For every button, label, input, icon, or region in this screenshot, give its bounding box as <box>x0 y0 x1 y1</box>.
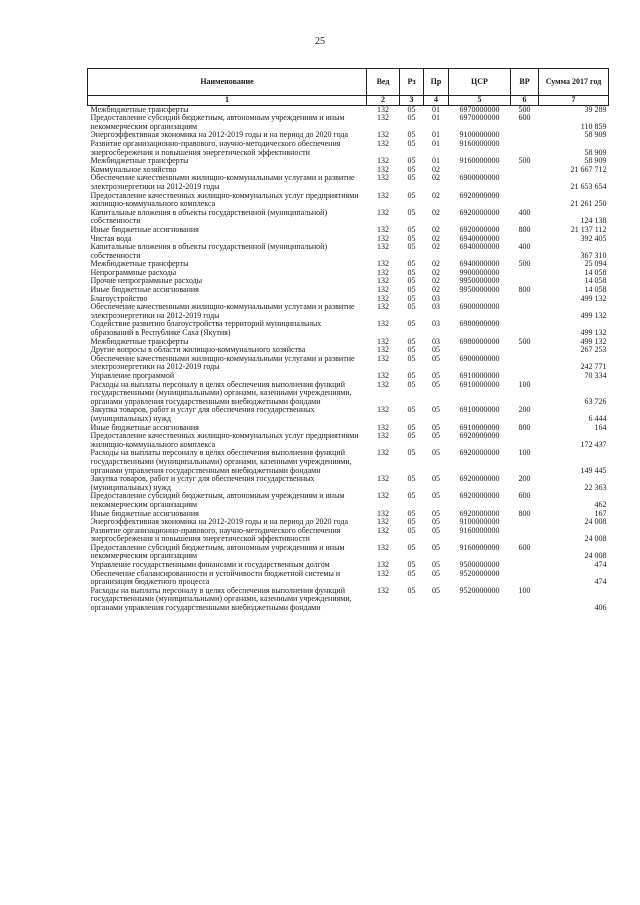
row-vr <box>511 355 539 372</box>
row-rz: 05 <box>407 508 416 518</box>
row-pr: 02 <box>432 190 440 200</box>
row-pr: 05 <box>432 517 440 527</box>
row-rz: 05 <box>407 130 416 140</box>
row-csr: 6920000000 <box>459 207 500 217</box>
row-csr: 6920000000 <box>459 474 500 484</box>
row-rz: 05 <box>407 190 416 200</box>
column-number: 3 <box>400 96 424 106</box>
row-rz: 05 <box>407 560 416 570</box>
row-sum: 124 138 <box>580 216 607 226</box>
row-rz: 05 <box>407 164 416 174</box>
row-ved: 132 <box>377 267 389 277</box>
row-rz: 05 <box>407 422 416 432</box>
row-sum: 6 444 <box>588 413 607 423</box>
row-pr: 02 <box>432 285 440 295</box>
row-ved: 132 <box>377 173 389 183</box>
row-ved: 132 <box>377 113 389 123</box>
row-vr <box>511 346 539 355</box>
table-row <box>88 527 609 544</box>
row-sum: 24 008 <box>584 551 607 561</box>
row-vr: 400 <box>518 242 531 252</box>
row-ved: 132 <box>377 259 389 269</box>
row-pr: 01 <box>432 130 440 140</box>
row-name: Благоустройство <box>90 293 148 303</box>
row-rz: 05 <box>407 233 416 243</box>
table-row <box>88 192 609 209</box>
row-rz: 05 <box>407 568 416 578</box>
column-number: 6 <box>511 96 539 106</box>
row-ved: 132 <box>377 431 389 441</box>
row-vr: 800 <box>518 422 531 432</box>
row-ved: 132 <box>377 525 389 535</box>
row-csr: 9160000000 <box>459 138 500 148</box>
row-vr <box>511 518 539 527</box>
row-pr: 01 <box>432 138 440 148</box>
row-vr: 800 <box>518 224 531 234</box>
row-vr <box>511 432 539 449</box>
table-row <box>88 209 609 226</box>
row-vr: 100 <box>518 379 531 389</box>
row-rz: 05 <box>407 345 416 355</box>
row-ved: 132 <box>377 542 389 552</box>
row-pr: 05 <box>432 345 440 355</box>
row-name: Развитие организационно-правового, научно-методического обеспечения энергосбережения и повышения энергетической эффективности <box>90 525 341 544</box>
row-name: Иные бюджетные ассигнования <box>90 224 199 234</box>
row-name: Содействие развитию благоустройства территорий муниципальных образований в Республике Саха (Якутия) <box>90 319 322 338</box>
header-ved: Вед <box>367 69 400 96</box>
row-csr: 9500000000 <box>459 560 500 570</box>
row-name: Предоставление субсидий бюджетным, автономным учреждениям и иным некоммерческим организациям <box>90 542 345 561</box>
budget-table <box>87 68 609 613</box>
row-vr: 600 <box>518 491 531 501</box>
row-ved: 132 <box>377 568 389 578</box>
row-sum: 70 334 <box>584 371 607 380</box>
row-csr: 6970000000 <box>459 104 500 114</box>
row-vr <box>511 527 539 544</box>
row-csr: 6910000000 <box>459 405 500 415</box>
row-vr: 500 <box>518 156 531 166</box>
page-number: 25 <box>315 36 325 47</box>
row-name: Межбюджетные трансферты <box>90 104 189 114</box>
table-row <box>88 286 609 295</box>
row-sum: 63 726 <box>584 396 607 406</box>
row-ved: 132 <box>377 293 389 303</box>
row-pr: 05 <box>432 560 440 570</box>
row-name: Коммунальное хозяйство <box>90 164 177 174</box>
row-csr: 6980000000 <box>459 319 500 329</box>
row-sum: 21 653 654 <box>570 181 607 191</box>
row-ved: 132 <box>377 207 389 217</box>
row-name: Обеспечение сбалансированности и устойчивости бюджетной системы и организация бюджетного процесса <box>90 568 341 587</box>
column-number: 4 <box>424 96 449 106</box>
row-rz: 05 <box>407 525 416 535</box>
row-pr: 05 <box>432 422 440 432</box>
row-rz: 05 <box>407 405 416 415</box>
row-name: Прочие непрограммные расходы <box>90 276 203 286</box>
row-csr: 9100000000 <box>459 517 500 527</box>
column-number-row <box>88 96 609 106</box>
row-csr: 6920000000 <box>459 448 500 458</box>
row-rz: 05 <box>407 285 416 295</box>
row-rz: 05 <box>407 242 416 252</box>
row-name: Обеспечение качественными жилищно-коммунальными услугами и развитие электроэнергетики на 2012-2019 годы <box>90 353 355 372</box>
row-name: Развитие организационно-правового, научно-методического обеспечения энергосбережения и повышения энергетической эффективности <box>90 138 341 157</box>
row-ved: 132 <box>377 371 389 380</box>
row-csr: 6920000000 <box>459 431 500 441</box>
row-csr: 6900000000 <box>459 173 500 183</box>
row-sum: 474 <box>594 560 607 570</box>
row-sum: 22 363 <box>584 482 607 492</box>
row-rz: 05 <box>407 379 416 389</box>
column-number: 2 <box>367 96 400 106</box>
row-ved: 132 <box>377 448 389 458</box>
table-row <box>88 544 609 561</box>
row-pr: 02 <box>432 164 440 174</box>
row-csr: 6940000000 <box>459 259 500 269</box>
row-vr <box>511 166 539 175</box>
row-pr: 05 <box>432 431 440 441</box>
row-csr: 9520000000 <box>459 568 500 578</box>
table-row <box>88 406 609 423</box>
row-vr: 500 <box>518 104 531 114</box>
header-rz: Рз <box>400 69 424 96</box>
table-row <box>88 587 609 613</box>
table-row <box>88 320 609 337</box>
row-rz: 05 <box>407 336 416 346</box>
row-pr: 03 <box>432 302 440 312</box>
row-csr: 6910000000 <box>459 422 500 432</box>
row-pr: 05 <box>432 525 440 535</box>
table-row <box>88 174 609 191</box>
row-sum: 167 <box>594 508 607 518</box>
row-ved: 132 <box>377 585 389 595</box>
table-row <box>88 303 609 320</box>
row-rz: 05 <box>407 353 416 363</box>
row-pr: 02 <box>432 224 440 234</box>
row-ved: 132 <box>377 474 389 484</box>
table-body <box>88 105 609 613</box>
table-row <box>88 140 609 157</box>
row-sum: 21 261 250 <box>570 199 607 209</box>
row-vr <box>511 303 539 320</box>
row-sum: 392 405 <box>580 233 607 243</box>
row-ved: 132 <box>377 319 389 329</box>
row-ved: 132 <box>377 164 389 174</box>
row-pr: 02 <box>432 267 440 277</box>
row-vr: 800 <box>518 508 531 518</box>
row-pr: 03 <box>432 319 440 329</box>
row-sum: 110 859 <box>580 121 607 131</box>
table-row <box>88 449 609 475</box>
row-vr: 100 <box>518 448 531 458</box>
row-vr: 600 <box>518 542 531 552</box>
row-name: Межбюджетные трансферты <box>90 336 189 346</box>
row-name: Закупка товаров, работ и услуг для обеспечения государственных (муниципальных) нужд <box>90 474 315 492</box>
row-ved: 132 <box>377 345 389 355</box>
row-sum: 164 <box>594 422 607 432</box>
row-vr: 400 <box>518 207 531 217</box>
row-ved: 132 <box>377 285 389 295</box>
row-rz: 05 <box>407 173 416 183</box>
row-sum: 462 <box>594 499 607 509</box>
row-csr: 6970000000 <box>459 113 500 123</box>
row-csr: 9160000000 <box>459 156 500 166</box>
row-name: Чистая вода <box>90 233 132 243</box>
row-csr: 6940000000 <box>459 242 500 252</box>
row-sum: 149 445 <box>580 465 607 475</box>
row-rz: 05 <box>407 267 416 277</box>
row-ved: 132 <box>377 302 389 312</box>
row-vr <box>511 320 539 337</box>
row-rz: 05 <box>407 474 416 484</box>
row-name: Иные бюджетные ассигнования <box>90 422 199 432</box>
row-name: Расходы на выплаты персоналу в целях обеспечения выполнения функций государственными (муниципальными) органами, казенными учреждениями, органами управления государственными внебюджетными фондами <box>90 448 352 475</box>
row-pr: 05 <box>432 542 440 552</box>
table-row <box>88 475 609 492</box>
row-rz: 05 <box>407 517 416 527</box>
row-sum: 242 771 <box>580 362 607 372</box>
row-ved: 132 <box>377 138 389 148</box>
row-vr: 500 <box>518 336 531 346</box>
row-pr: 05 <box>432 379 440 389</box>
row-csr: 6920000000 <box>459 224 500 234</box>
row-rz: 05 <box>407 585 416 595</box>
row-csr: 6920000000 <box>459 508 500 518</box>
row-ved: 132 <box>377 336 389 346</box>
row-name: Расходы на выплаты персоналу в целях обеспечения выполнения функций государственными (муниципальными) органами, казенными учреждениями, органами управления государственными внебюджетными фондами <box>90 379 352 406</box>
row-pr: 05 <box>432 371 440 380</box>
row-ved: 132 <box>377 130 389 140</box>
row-csr: 9520000000 <box>459 585 500 595</box>
row-sum: 14 058 <box>584 267 607 277</box>
row-sum: 39 289 <box>584 104 607 114</box>
row-rz: 05 <box>407 431 416 441</box>
row-ved: 132 <box>377 422 389 432</box>
row-csr: 9950000000 <box>459 276 500 286</box>
table-row <box>88 432 609 449</box>
table-row <box>88 114 609 131</box>
row-name: Предоставление качественных жилищно-коммунальных услуг предприятиями жилищно-коммунального комплекса <box>90 190 359 209</box>
row-ved: 132 <box>377 491 389 501</box>
header-sum: Сумма 2017 год <box>539 69 609 96</box>
row-rz: 05 <box>407 542 416 552</box>
row-pr: 01 <box>432 156 440 166</box>
row-pr: 03 <box>432 293 440 303</box>
row-csr: 6980000000 <box>459 336 500 346</box>
row-vr: 100 <box>518 585 531 595</box>
row-ved: 132 <box>377 190 389 200</box>
row-pr: 05 <box>432 474 440 484</box>
row-rz: 05 <box>407 207 416 217</box>
row-name: Расходы на выплаты персоналу в целях обеспечения выполнения функций государственными (муниципальными) органами, казенными учреждениями, органами управления государственными внебюджетными фондами <box>90 585 352 613</box>
row-vr: 800 <box>518 285 531 295</box>
row-sum: 24 008 <box>584 534 607 544</box>
row-ved: 132 <box>377 224 389 234</box>
row-name: Межбюджетные трансферты <box>90 156 189 166</box>
column-number: 5 <box>449 96 511 106</box>
row-rz: 05 <box>407 302 416 312</box>
row-csr: 9950000000 <box>459 285 500 295</box>
row-rz: 05 <box>407 293 416 303</box>
row-csr: 6920000000 <box>459 491 500 501</box>
row-pr: 01 <box>432 104 440 114</box>
row-vr <box>511 570 539 587</box>
row-rz: 05 <box>407 104 416 114</box>
row-sum: 14 058 <box>584 276 607 286</box>
row-csr: 9100000000 <box>459 130 500 140</box>
row-name: Энергоэффективная экономика на 2012-2019 годы и на период до 2020 года <box>90 517 349 527</box>
row-rz: 05 <box>407 113 416 123</box>
row-name: Обеспечение качественными жилищно-коммунальными услугами и развитие электроэнергетики на 2012-2019 годы <box>90 173 355 191</box>
row-ved: 132 <box>377 560 389 570</box>
row-ved: 132 <box>377 104 389 114</box>
row-name: Обеспечение качественными жилищно-коммунальными услугами и развитие электроэнергетики на 2012-2019 годы <box>90 302 355 320</box>
row-name: Капитальные вложения в объекты государственной (муниципальной) собственности <box>90 207 328 226</box>
row-rz: 05 <box>407 448 416 458</box>
row-rz: 05 <box>407 259 416 269</box>
row-vr <box>511 192 539 209</box>
row-sum: 499 132 <box>580 328 607 338</box>
row-rz: 05 <box>407 319 416 329</box>
row-ved: 132 <box>377 233 389 243</box>
row-sum: 499 132 <box>580 336 607 346</box>
row-csr: 6910000000 <box>459 379 500 389</box>
row-name: Предоставление качественных жилищно-коммунальных услуг предприятиями жилищно-коммунального комплекса <box>90 431 359 449</box>
row-pr: 05 <box>432 448 440 458</box>
row-vr: 500 <box>518 259 531 269</box>
row-pr: 05 <box>432 585 440 595</box>
row-vr <box>511 140 539 157</box>
row-vr <box>511 561 539 570</box>
row-csr: 9160000000 <box>459 525 500 535</box>
row-sum: 21 667 712 <box>570 164 607 174</box>
row-csr: 9160000000 <box>459 542 500 552</box>
table-header <box>88 69 609 106</box>
row-ved: 132 <box>377 517 389 527</box>
table-row <box>88 570 609 587</box>
row-csr: 6900000000 <box>459 353 500 363</box>
row-rz: 05 <box>407 138 416 148</box>
row-vr <box>511 269 539 278</box>
row-name: Закупка товаров, работ и услуг для обеспечения государственных (муниципальных) нужд <box>90 405 315 423</box>
row-rz: 05 <box>407 491 416 501</box>
row-sum: 267 253 <box>580 345 607 355</box>
row-pr: 02 <box>432 259 440 269</box>
table-row <box>88 355 609 372</box>
table-row <box>88 226 609 235</box>
header-csr: ЦСР <box>449 69 511 96</box>
row-sum: 172 437 <box>580 439 607 449</box>
row-sum: 474 <box>594 577 607 587</box>
row-rz: 05 <box>407 371 416 380</box>
row-name: Иные бюджетные ассигнования <box>90 508 199 518</box>
row-rz: 05 <box>407 156 416 166</box>
row-name: Предоставление субсидий бюджетным, автономным учреждениям и иным некоммерческим организациям <box>90 113 345 131</box>
row-name: Предоставление субсидий бюджетным, автономным учреждениям и иным некоммерческим организациям <box>90 491 345 509</box>
row-name: Капитальные вложения в объекты государственной (муниципальной) собственности <box>90 242 328 260</box>
row-pr: 02 <box>432 207 440 217</box>
table-row <box>88 243 609 260</box>
row-pr: 05 <box>432 491 440 501</box>
row-pr: 05 <box>432 508 440 518</box>
row-sum: 24 008 <box>584 517 607 527</box>
row-rz: 05 <box>407 224 416 234</box>
row-sum: 25 094 <box>584 259 607 269</box>
row-ved: 132 <box>377 156 389 166</box>
row-ved: 132 <box>377 276 389 286</box>
row-ved: 132 <box>377 242 389 252</box>
row-csr: 6920000000 <box>459 190 500 200</box>
row-ved: 132 <box>377 405 389 415</box>
row-vr: 200 <box>518 405 531 415</box>
header-row <box>88 69 609 96</box>
row-name: Управление государственными финансами и государственным долгом <box>90 560 330 570</box>
row-ved: 132 <box>377 353 389 363</box>
row-name: Межбюджетные трансферты <box>90 259 189 269</box>
row-pr: 05 <box>432 568 440 578</box>
row-name: Непрограммные расходы <box>90 267 177 277</box>
row-name: Иные бюджетные ассигнования <box>90 285 199 295</box>
row-vr <box>511 174 539 191</box>
row-sum: 499 132 <box>580 293 607 303</box>
row-csr: 9900000000 <box>459 267 500 277</box>
row-sum: 499 132 <box>580 310 607 320</box>
row-csr: 6940000000 <box>459 233 500 243</box>
row-vr: 200 <box>518 474 531 484</box>
row-pr: 02 <box>432 276 440 286</box>
row-sum: 367 310 <box>580 250 607 260</box>
table-row <box>88 381 609 407</box>
table-row <box>88 492 609 509</box>
row-sum: 58 909 <box>584 156 607 166</box>
row-sum: 58 909 <box>584 130 607 140</box>
row-name: Другие вопросы в области жилищно-коммунального хозяйства <box>90 345 306 355</box>
column-number: 1 <box>88 96 367 106</box>
row-ved: 132 <box>377 379 389 389</box>
header-vr: ВР <box>511 69 539 96</box>
row-name: Управление программой <box>90 371 175 380</box>
row-pr: 02 <box>432 242 440 252</box>
row-rz: 05 <box>407 276 416 286</box>
row-pr: 05 <box>432 405 440 415</box>
row-sum: 21 137 112 <box>570 224 607 234</box>
row-pr: 01 <box>432 113 440 123</box>
header-name: Наименование <box>88 69 367 96</box>
row-vr <box>511 131 539 140</box>
column-number: 7 <box>539 96 609 106</box>
row-ved: 132 <box>377 508 389 518</box>
row-sum: 14 058 <box>584 285 607 295</box>
row-csr: 6900000000 <box>459 302 500 312</box>
row-pr: 05 <box>432 353 440 363</box>
row-name: Энергоэффективная экономика на 2012-2019 годы и на период до 2020 года <box>90 130 349 140</box>
row-vr <box>511 295 539 304</box>
row-sum: 58 909 <box>584 147 607 157</box>
row-pr: 02 <box>432 173 440 183</box>
row-vr: 600 <box>518 113 531 123</box>
row-sum: 406 <box>594 603 607 613</box>
row-csr: 6910000000 <box>459 371 500 380</box>
row-pr: 02 <box>432 233 440 243</box>
header-pr: Пр <box>424 69 449 96</box>
row-pr: 03 <box>432 336 440 346</box>
